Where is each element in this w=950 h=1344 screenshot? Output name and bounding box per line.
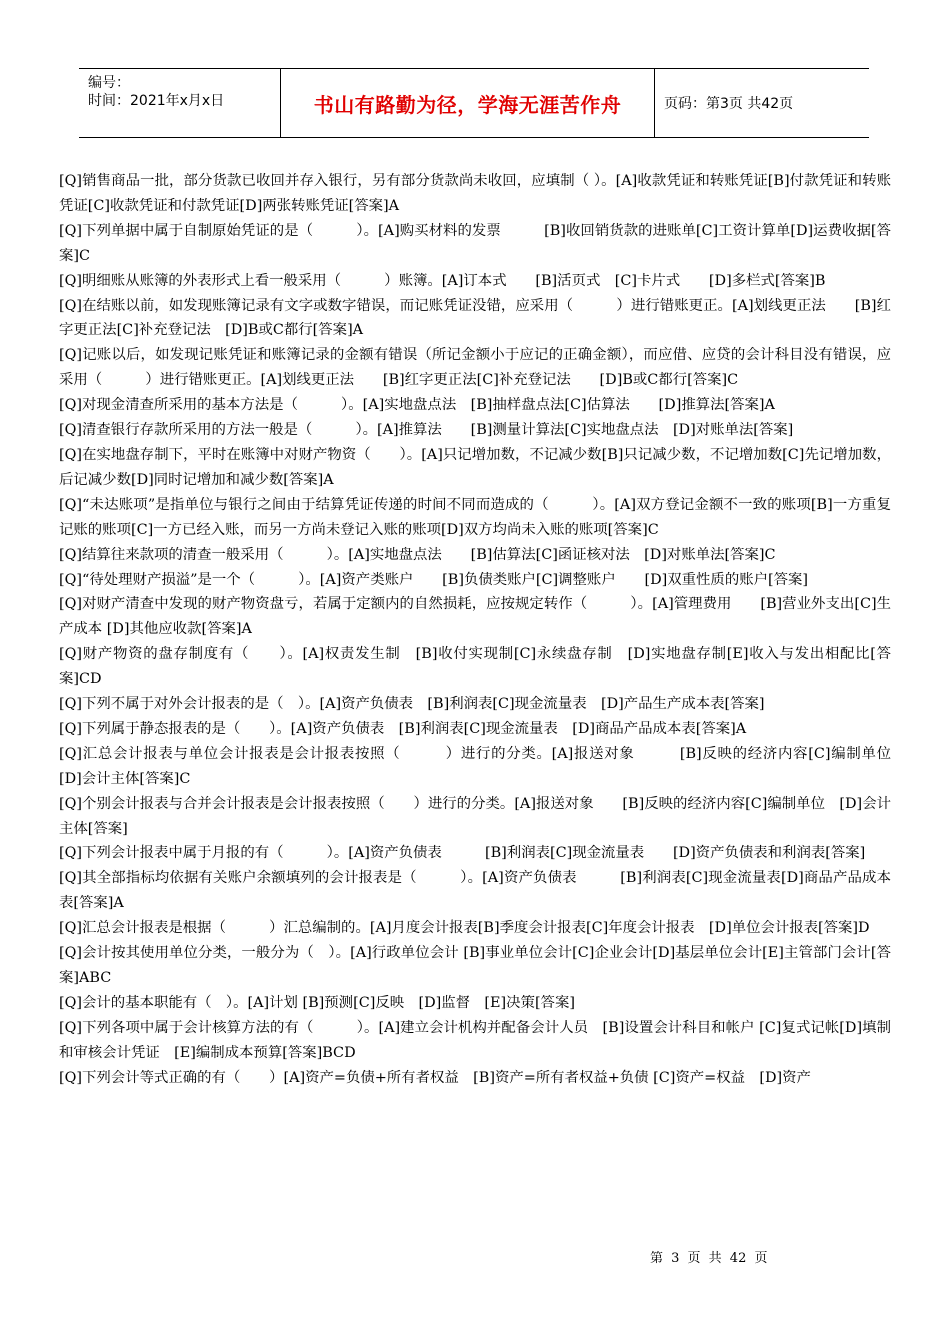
question-item: [Q]记账以后，如发现记账凭证和账簿记录的金额有错误（所记金额小于应记的正确金额），而应借、应贷的会计科目没有错误，应采用（ ）进行错账更正。[A]划线更正法 [B]红字更正法[C]补充登记法 [D]B或C都行[答案]C bbox=[59, 347, 891, 389]
document-date-label: 时间：2021年x月x日 bbox=[88, 93, 225, 109]
question-item: [Q]在实地盘存制下，平时在账簿中对财产物资（ ）。[A]只记增加数，不记减少数[B]只记减少数，不记增加数[C]先记增加数，后记减少数[D]同时记增加和减少数[答案]A bbox=[59, 446, 891, 488]
document-code-label: 编号： bbox=[88, 75, 130, 91]
question-item: [Q]清查银行存款所采用的方法一般是（ ）。[A]推算法 [B]测量计算法[C]实地盘点法 [D]对账单法[答案] bbox=[59, 422, 794, 439]
question-item: [Q]其全部指标均依据有关账户余额填列的会计报表是（ ）。[A]资产负债表 [B]利润表[C]现金流量表[D]商品产品成本表[答案]A bbox=[59, 870, 891, 912]
question-item: [Q]会计的基本职能有（ ）。[A]计划 [B]预测[C]反映 [D]监督 [E]决策[答案] bbox=[59, 994, 575, 1011]
question-item: [Q]结算往来款项的清查一般采用（ ）。[A]实地盘点法 [B]估算法[C]函证核对法 [D]对账单法[答案]C bbox=[59, 546, 776, 563]
question-item: [Q]对现金清查所采用的基本方法是（ ）。[A]实地盘点法 [B]抽样盘点法[C]估算法 [D]推算法[答案]A bbox=[59, 397, 775, 414]
question-item: [Q]汇总会计报表是根据（ ）汇总编制的。[A]月度会计报表[B]季度会计报表[C]年度会计报表 [D]单位会计报表[答案]D bbox=[59, 920, 870, 937]
question-item: [Q]下列会计等式正确的有（ ）[A]资产=负债+所有者权益 [B]资产=所有者权益+负债 [C]资产=权益 [D]资产 bbox=[59, 1069, 811, 1086]
question-item: [Q]“待处理财产损溢”是一个（ ）。[A]资产类账户 [B]负债类账户[C]调整账户 [D]双重性质的账户[答案] bbox=[59, 571, 808, 588]
page-footer: 第 3 页 共 42 页 bbox=[650, 1251, 768, 1266]
question-item: [Q]财产物资的盘存制度有（ ）。[A]权责发生制 [B]收付实现制[C]永续盘存制 [D]实地盘存制[E]收入与发出相配比[答案]CD bbox=[59, 646, 891, 688]
question-item: [Q]会计按其使用单位分类，一般分为（ ）。[A]行政单位会计 [B]事业单位会计[C]企业会计[D]基层单位会计[E]主管部门会计[答案]ABC bbox=[59, 945, 891, 986]
question-item: [Q]明细账从账簿的外表形式上看一般采用（ ）账簿。[A]订本式 [B]活页式 [C]卡片式 [D]多栏式[答案]B bbox=[59, 272, 826, 289]
header-motto: 书山有路勤为径，学海无涯苦作舟 bbox=[281, 69, 655, 137]
question-list bbox=[59, 169, 920, 1091]
header-info-cell bbox=[79, 69, 281, 137]
question-item: [Q]在结账以前，如发现账簿记录有文字或数字错误，而记账凭证没错，应采用（ ）进行错账更正。[A]划线更正法 [B]红字更正法[C]补充登记法 [D]B或C都行[答案]A bbox=[59, 297, 891, 339]
question-item: [Q]下列会计报表中属于月报的有（ ）。[A]资产负债表 [B]利润表[C]现金流量表 [D]资产负债表和利润表[答案] bbox=[59, 845, 866, 862]
question-item: [Q]下列单据中属于自制原始凭证的是（ ）。[A]购买材料的发票 [B]收回销货款的进账单[C]工资计算单[D]运费收据[答案]C bbox=[59, 222, 891, 264]
question-item: [Q]对财产清查中发现的财产物资盘亏，若属于定额内的自然损耗，应按规定转作（ ）。[A]管理费用 [B]营业外支出[C]生产成本 [D]其他应收款[答案]A bbox=[59, 596, 891, 638]
question-item: [Q]下列不属于对外会计报表的是（ ）。[A]资产负债表 [B]利润表[C]现金流量表 [D]产品生产成本表[答案] bbox=[59, 696, 765, 713]
question-item: [Q]“未达账项”是指单位与银行之间由于结算凭证传递的时间不同而造成的（ ）。[A]双方登记金额不一致的账项[B]一方重复记账的账项[C]一方已经入账，而另一方尚未登记入账的账项[D]双方均尚未入账的账项[答案]C bbox=[59, 496, 891, 538]
question-item: [Q]下列属于静态报表的是（ ）。[A]资产负债表 [B]利润表[C]现金流量表 [D]商品产品成本表[答案]A bbox=[59, 720, 747, 737]
question-item: [Q]下列各项中属于会计核算方法的有（ ）。[A]建立会计机构并配备会计人员 [B]设置会计科目和帐户 [C]复式记帐[D]填制和审核会计凭证 [E]编制成本预算[答案]BCD bbox=[59, 1019, 891, 1061]
header-page-info: 页码：第3页 共42页 bbox=[664, 96, 794, 112]
question-item: [Q]汇总会计报表与单位会计报表是会计报表按照（ ）进行的分类。[A]报送对象 [B]反映的经济内容[C]编制单位 [D]会计主体[答案]C bbox=[59, 745, 920, 787]
question-item: [Q]个别会计报表与合并会计报表是会计报表按照（ ）进行的分类。[A]报送对象 [B]反映的经济内容[C]编制单位 [D]会计主体[答案] bbox=[59, 795, 891, 837]
page-header bbox=[79, 68, 869, 138]
question-item: [Q]销售商品一批，部分货款已收回并存入银行，另有部分货款尚未收回，应填制（ ）。[A]收款凭证和转账凭证[B]付款凭证和转账凭证[C]收款凭证和付款凭证[D]两张转账凭证[答案]A bbox=[59, 173, 891, 214]
